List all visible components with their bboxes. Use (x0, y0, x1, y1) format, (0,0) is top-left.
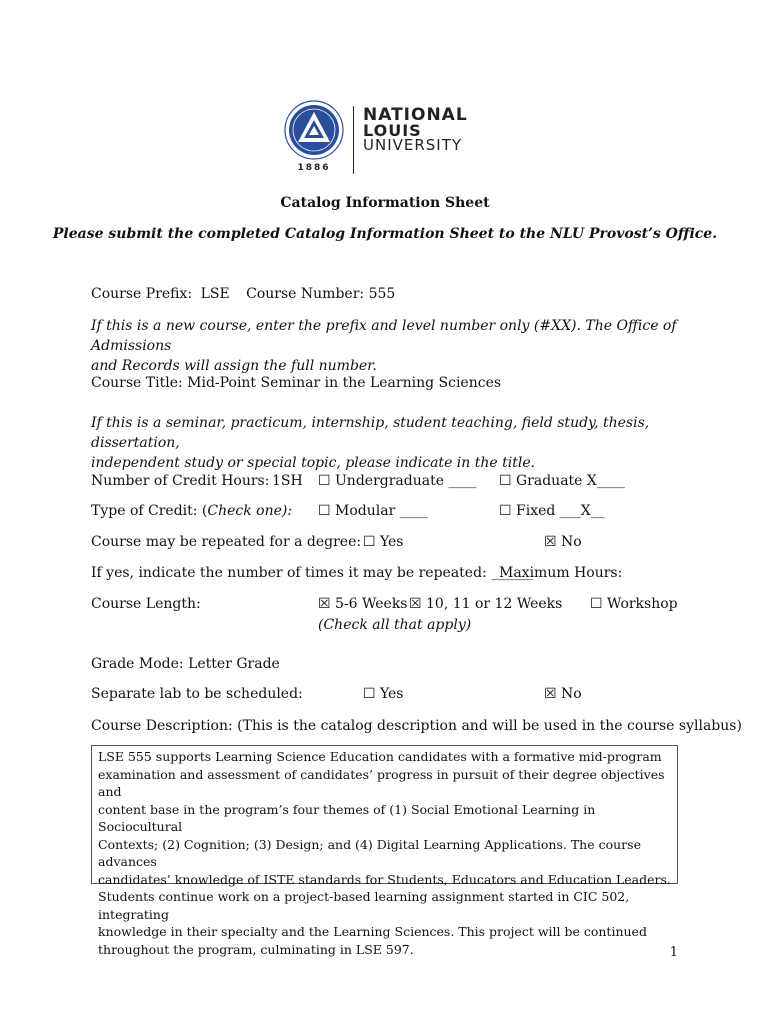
course-prefix-value: LSE (200, 286, 230, 302)
prefix-note (91, 316, 691, 376)
graduate-checkbox[interactable]: ☐ Graduate X____ (499, 473, 625, 489)
course-prefix-row (91, 286, 395, 302)
course-length-label: Course Length: (91, 596, 201, 612)
lab-yes-checkbox[interactable]: ☐ Yes (363, 686, 404, 702)
repeated-yes-checkbox[interactable]: ☐ Yes (363, 534, 404, 550)
prefix-note-line2: and Records will assign the full number. (91, 358, 377, 374)
credit-hours-label: Number of Credit Hours: (91, 473, 270, 489)
prefix-note-line1: If this is a new course, enter the prefix and level number only (#XX). The Office of Admissions (91, 318, 677, 354)
logo-name-line1: NATIONAL (363, 105, 468, 125)
credit-type-label: Type of Credit: (Check one): (91, 503, 293, 519)
maximum-hours-label: Maximum Hours: (499, 565, 623, 581)
lab-label: Separate lab to be scheduled: (91, 686, 303, 702)
course-description-text: LSE 555 supports Learning Science Education candidates with a formative mid-program examination and assessment of candidates’ progress in pursuit of their degree objectives and content base in the program’s four themes of (1) Social Emotional Learning in Sociocultural Contexts; (2) Cognition; (3) Design; and (4) Digital Learning Applications. The course advances candidates’ knowledge of ISTE standards for Students, Educators and Education Leaders. Students continue work on a project-based learning assignment started in CIC 502, integrating knowledge in their specialty and the Learning Sciences. This project will be continued throughout the program, culminating in LSE 597. (98, 749, 671, 957)
logo-name-line2: LOUIS (363, 121, 422, 140)
repeated-label: Course may be repeated for a degree: (91, 534, 362, 550)
length-10-12-weeks-checkbox[interactable]: ☒ 10, 11 or 12 Weeks (409, 596, 563, 612)
logo-divider (353, 106, 354, 174)
course-length-note: (Check all that apply) (318, 617, 472, 633)
course-number-label: Course Number: (246, 286, 365, 302)
modular-checkbox[interactable]: ☐ Modular ____ (318, 503, 428, 519)
course-title-row (91, 375, 501, 391)
course-title-label: Course Title: (91, 375, 183, 391)
repeated-no-checkbox[interactable]: ☒ No (544, 534, 582, 550)
page-number: 1 (669, 945, 678, 960)
logo-name-line3: UNIVERSITY (363, 136, 463, 154)
fixed-checkbox[interactable]: ☐ Fixed ___X__ (499, 503, 605, 519)
page-subtitle: Please submit the completed Catalog Information Sheet to the NLU Provost’s Office. (52, 226, 718, 242)
title-note-line1: If this is a seminar, practicum, internship, student teaching, field study, thesis, dissertation, (91, 415, 650, 451)
grade-mode: Grade Mode: Letter Grade (91, 656, 280, 672)
page-title: Catalog Information Sheet (280, 195, 490, 211)
length-5-6-weeks-checkbox[interactable]: ☒ 5-6 Weeks (318, 596, 408, 612)
course-number-value: 555 (368, 286, 396, 302)
workshop-checkbox[interactable]: ☐ Workshop (590, 596, 678, 612)
course-description-label: Course Description: (This is the catalog description and will be used in the course syllabus) (91, 718, 742, 734)
course-prefix-label: Course Prefix: (91, 286, 193, 302)
course-description-box (91, 745, 678, 957)
credit-hours-value: 1SH (272, 473, 303, 489)
undergraduate-checkbox[interactable]: ☐ Undergraduate ____ (318, 473, 477, 489)
university-seal-icon (284, 100, 344, 160)
lab-no-checkbox[interactable]: ☒ No (544, 686, 582, 702)
course-title-value: Mid-Point Seminar in the Learning Sciences (187, 375, 502, 391)
title-note-line2: independent study or special topic, please indicate in the title. (91, 455, 536, 471)
logo-year: 1886 (297, 163, 331, 173)
title-note (91, 413, 691, 473)
repeat-times-label: If yes, indicate the number of times it may be repeated: ______ (91, 565, 534, 581)
